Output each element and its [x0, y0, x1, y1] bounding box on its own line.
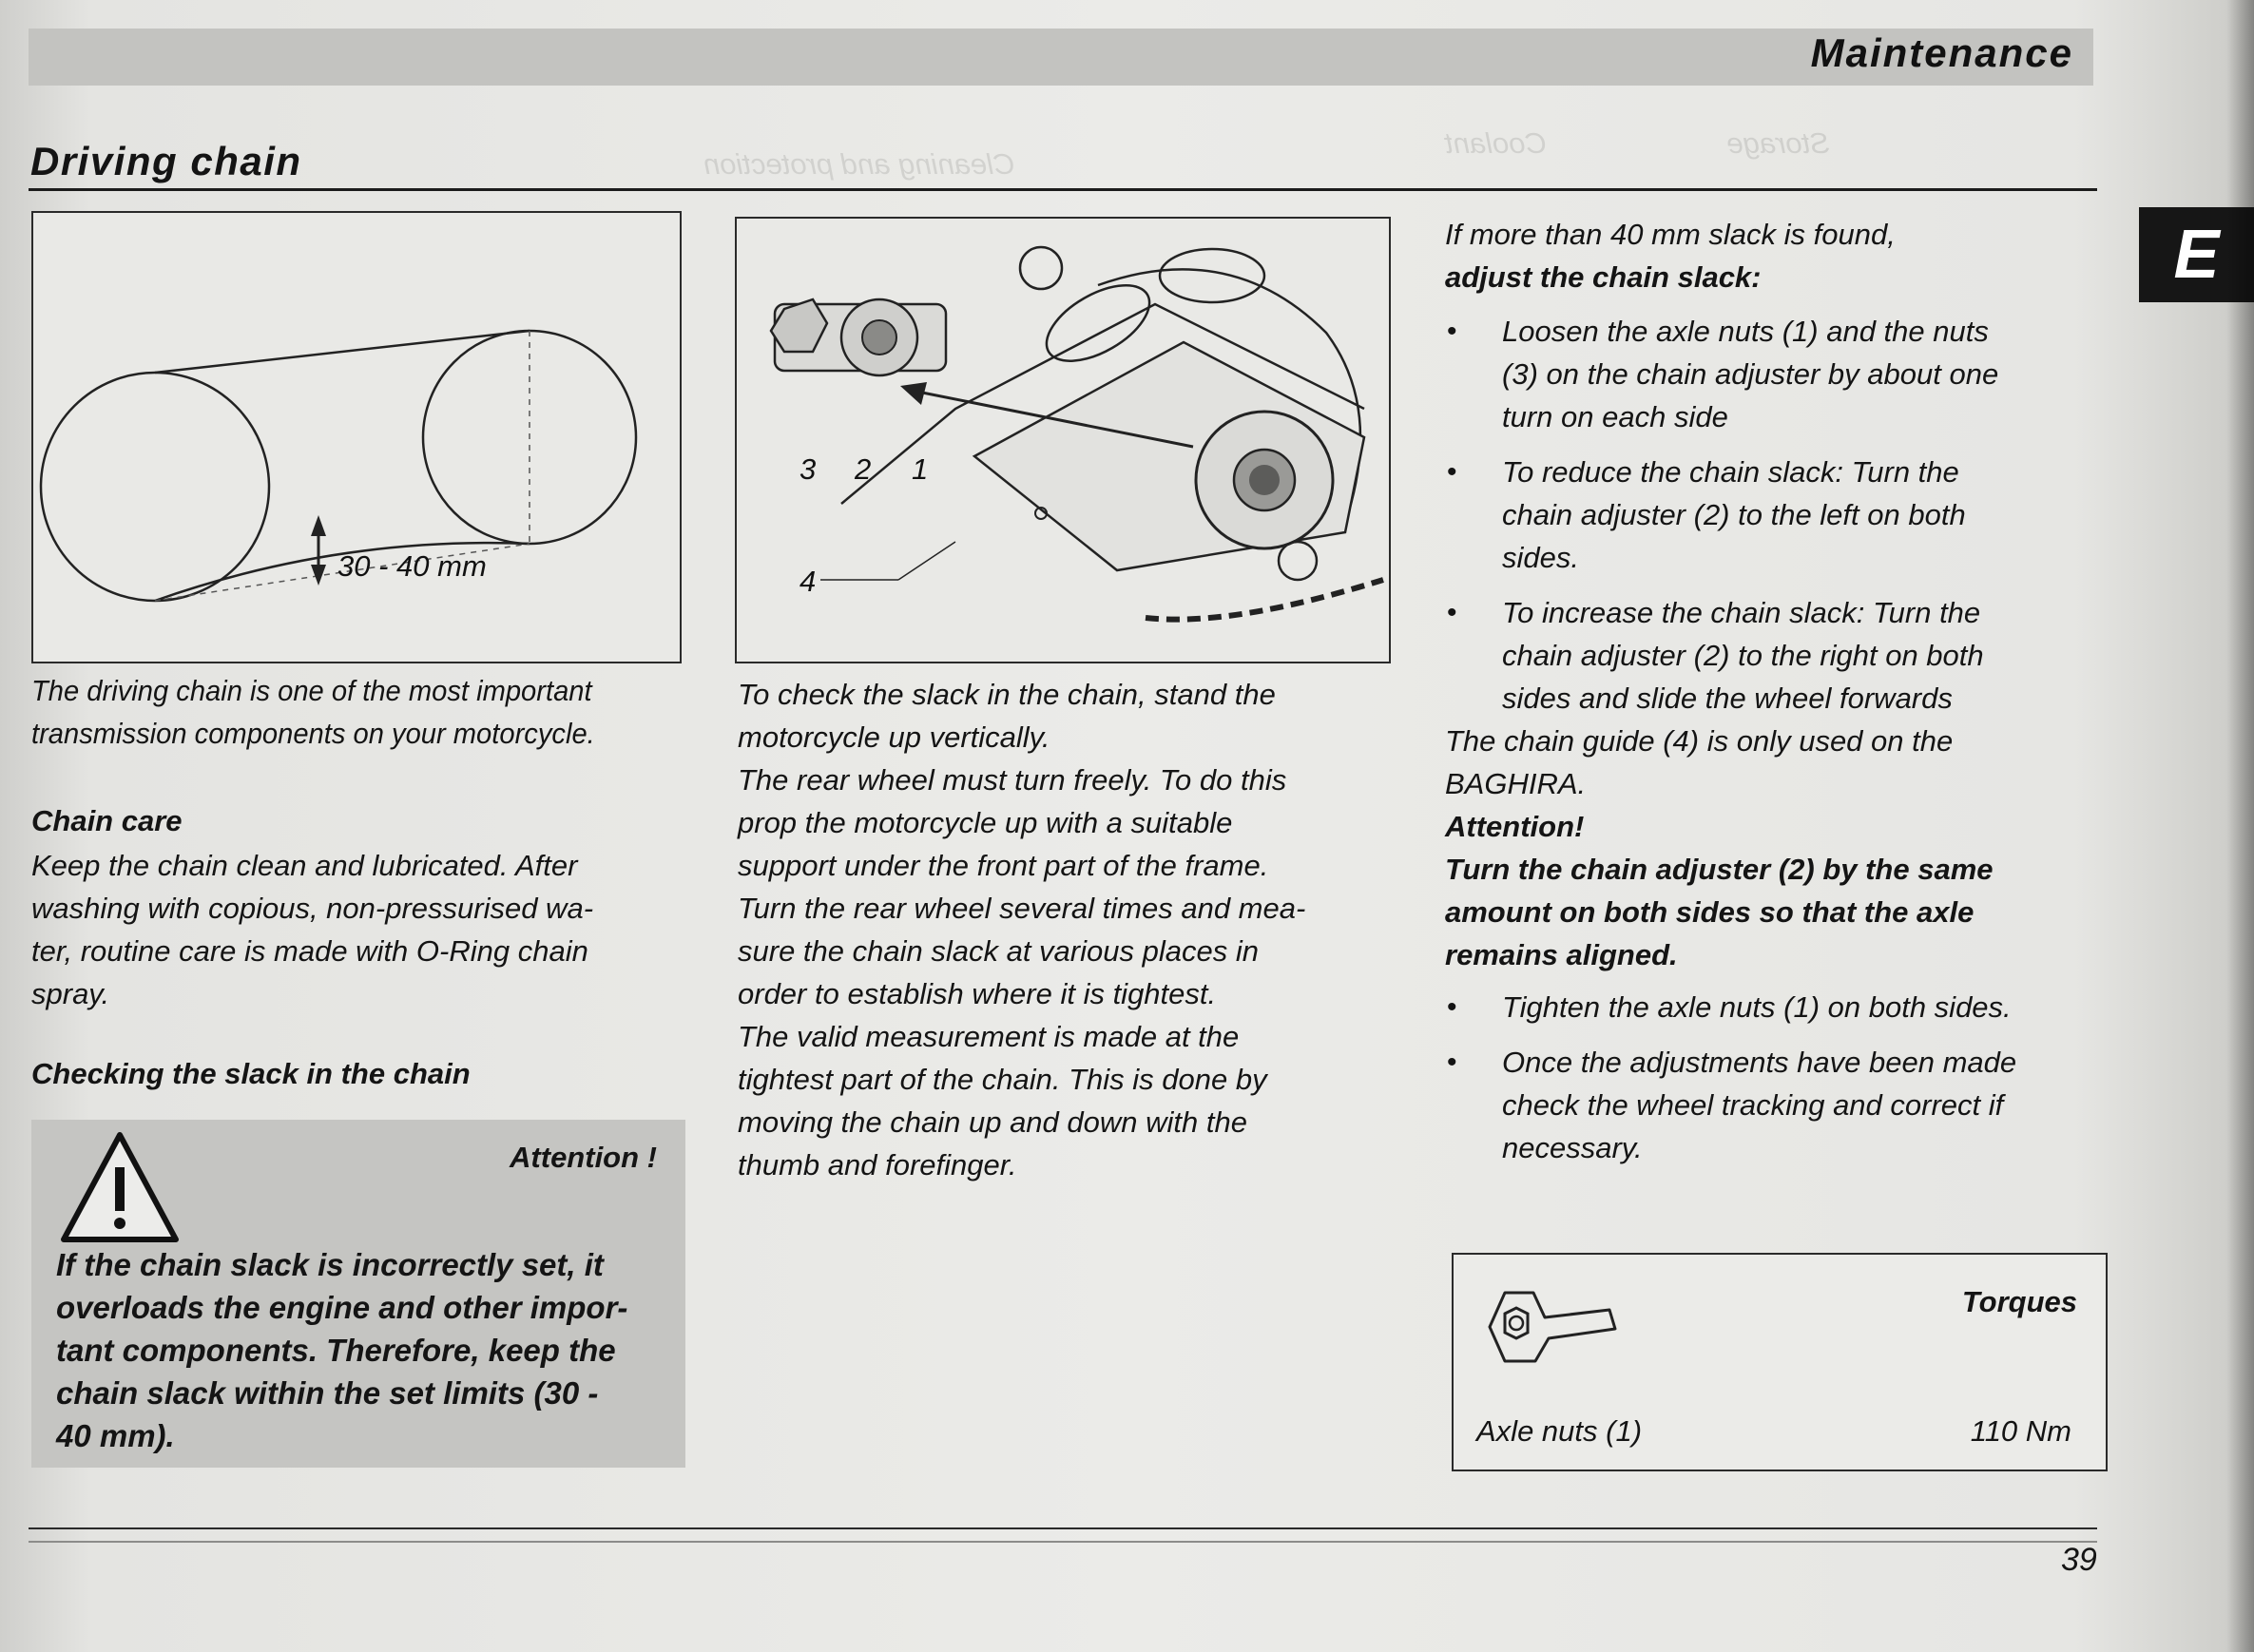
warning-attention-label: Attention !	[510, 1141, 657, 1174]
warning-text	[56, 1243, 665, 1457]
text-line: turn on each side	[1502, 400, 1728, 433]
text-line: prop the motorcycle up with a suitable	[738, 806, 1233, 839]
attention-text	[1445, 848, 2103, 976]
text-line: The valid measurement is made at the	[738, 1020, 1240, 1053]
text-line: moving the chain up and down with the	[738, 1105, 1247, 1139]
text-line: Turn the rear wheel several times and mea-	[738, 892, 1306, 925]
warning-line: chain slack within the set limits (30 -	[56, 1375, 599, 1411]
section-title: Driving chain	[30, 139, 302, 183]
text-line: support under the front part of the frame.	[738, 849, 1269, 882]
text-line: To increase the chain slack: Turn the	[1502, 596, 1981, 629]
tighten-steps-list	[1445, 986, 2103, 1169]
list-item	[1445, 310, 2103, 438]
header-band	[29, 29, 2093, 86]
list-item	[1445, 1041, 2103, 1169]
text-line: thumb and forefinger.	[738, 1148, 1017, 1181]
text-line: Tighten the axle nuts (1) on both sides.	[1502, 990, 2012, 1024]
page-header-title: Maintenance	[1810, 30, 2073, 75]
slack-check-heading: Checking the slack in the chain	[31, 1057, 471, 1090]
list-item	[1445, 591, 2103, 720]
text-line: The rear wheel must turn freely. To do this	[738, 763, 1287, 797]
text-line: necessary.	[1502, 1131, 1643, 1164]
part-label-2: 2	[855, 452, 872, 486]
bullet-dot: •	[1447, 316, 1457, 347]
text-line: Keep the chain clean and lubricated. After	[31, 849, 578, 882]
text-line: chain adjuster (2) to the right on both	[1502, 639, 1984, 672]
chain-slack-illustration	[33, 213, 680, 662]
warning-box	[31, 1120, 685, 1468]
text-line: ter, routine care is made with O-Ring chain	[31, 934, 588, 968]
torque-item-name: Axle nuts (1)	[1476, 1414, 1643, 1448]
torque-item-value: 110 Nm	[1970, 1414, 2071, 1448]
footer-rule	[29, 1527, 2097, 1529]
text-line: BAGHIRA.	[1445, 767, 1587, 800]
text-line: amount on both sides so that the axle	[1445, 895, 1975, 929]
text-line: (3) on the chain adjuster by about one	[1502, 357, 1999, 391]
page-number: 39	[2061, 1542, 2097, 1578]
text-line: spray.	[31, 977, 110, 1010]
text-line: washing with copious, non-pressurised wa-	[31, 892, 594, 925]
bleed-through-text: Storage Coolant	[1445, 126, 1830, 160]
list-item	[1445, 986, 2103, 1028]
chain-care-text	[31, 844, 685, 1015]
text-line: Once the adjustments have been made	[1502, 1046, 2017, 1079]
text-line: sides.	[1502, 541, 1579, 574]
part-label-1: 1	[912, 452, 929, 486]
adjust-instructions	[1445, 213, 2103, 1181]
text-line: remains aligned.	[1445, 938, 1678, 971]
intro-line: If more than 40 mm slack is found,	[1445, 218, 1896, 251]
warning-line: 40 mm).	[56, 1418, 175, 1453]
text-line: sure the chain slack at various places in	[738, 934, 1259, 968]
title-rule	[29, 188, 2097, 191]
attention-label: Attention!	[1445, 810, 1585, 843]
slack-measure-label: 30 - 40 mm	[337, 549, 487, 583]
text-line: sides and slide the wheel forwards	[1502, 682, 1953, 715]
warning-line: tant components. Therefore, keep the	[56, 1333, 616, 1368]
caption-line: The driving chain is one of the most important	[31, 674, 592, 707]
adjust-steps-list	[1445, 310, 2103, 720]
chain-adjuster-illustration	[737, 219, 1389, 662]
text-line: order to establish where it is tightest.	[738, 977, 1217, 1010]
text-line: check the wheel tracking and correct if	[1502, 1088, 2004, 1122]
language-tab: E	[2139, 207, 2254, 302]
torque-box	[1452, 1253, 2108, 1471]
text-line: chain adjuster (2) to the left on both	[1502, 498, 1966, 531]
chain-care-heading: Chain care	[31, 804, 183, 837]
warning-line: overloads the engine and other impor-	[56, 1290, 628, 1325]
part-label-4: 4	[799, 565, 817, 598]
chain-adjuster-diagram	[735, 217, 1391, 663]
bleed-through-text: Cleaning and protection	[703, 147, 1015, 181]
text-line: To reduce the chain slack: Turn the	[1502, 455, 1959, 489]
text-line: motorcycle up vertically.	[738, 720, 1050, 754]
chain-slack-diagram	[31, 211, 682, 663]
intro-bold-line: adjust the chain slack:	[1445, 260, 1762, 294]
warning-triangle-icon	[58, 1129, 182, 1247]
text-line: tightest part of the chain. This is done by	[738, 1063, 1267, 1096]
bullet-dot: •	[1447, 456, 1457, 488]
text-line: Loosen the axle nuts (1) and the nuts	[1502, 315, 1989, 348]
binding-shadow	[2226, 0, 2254, 1652]
chain-guide-note	[1445, 720, 2103, 805]
list-item	[1445, 451, 2103, 579]
footer-rule	[29, 1541, 2097, 1543]
torque-title: Torques	[1961, 1285, 2077, 1318]
warning-line: If the chain slack is incorrectly set, it	[56, 1247, 604, 1282]
part-label-3: 3	[799, 452, 817, 486]
bullet-dot: •	[1447, 1047, 1457, 1078]
slack-check-instructions	[738, 673, 1394, 1186]
bullet-dot: •	[1447, 597, 1457, 628]
wrench-icon	[1467, 1281, 1619, 1367]
text-line: Turn the chain adjuster (2) by the same	[1445, 853, 1994, 886]
bullet-dot: •	[1447, 991, 1457, 1023]
text-line: The chain guide (4) is only used on the	[1445, 724, 1954, 758]
text-line: To check the slack in the chain, stand the	[738, 678, 1276, 711]
caption-line: transmission components on your motorcycle.	[31, 717, 595, 750]
figure-caption	[31, 669, 680, 755]
